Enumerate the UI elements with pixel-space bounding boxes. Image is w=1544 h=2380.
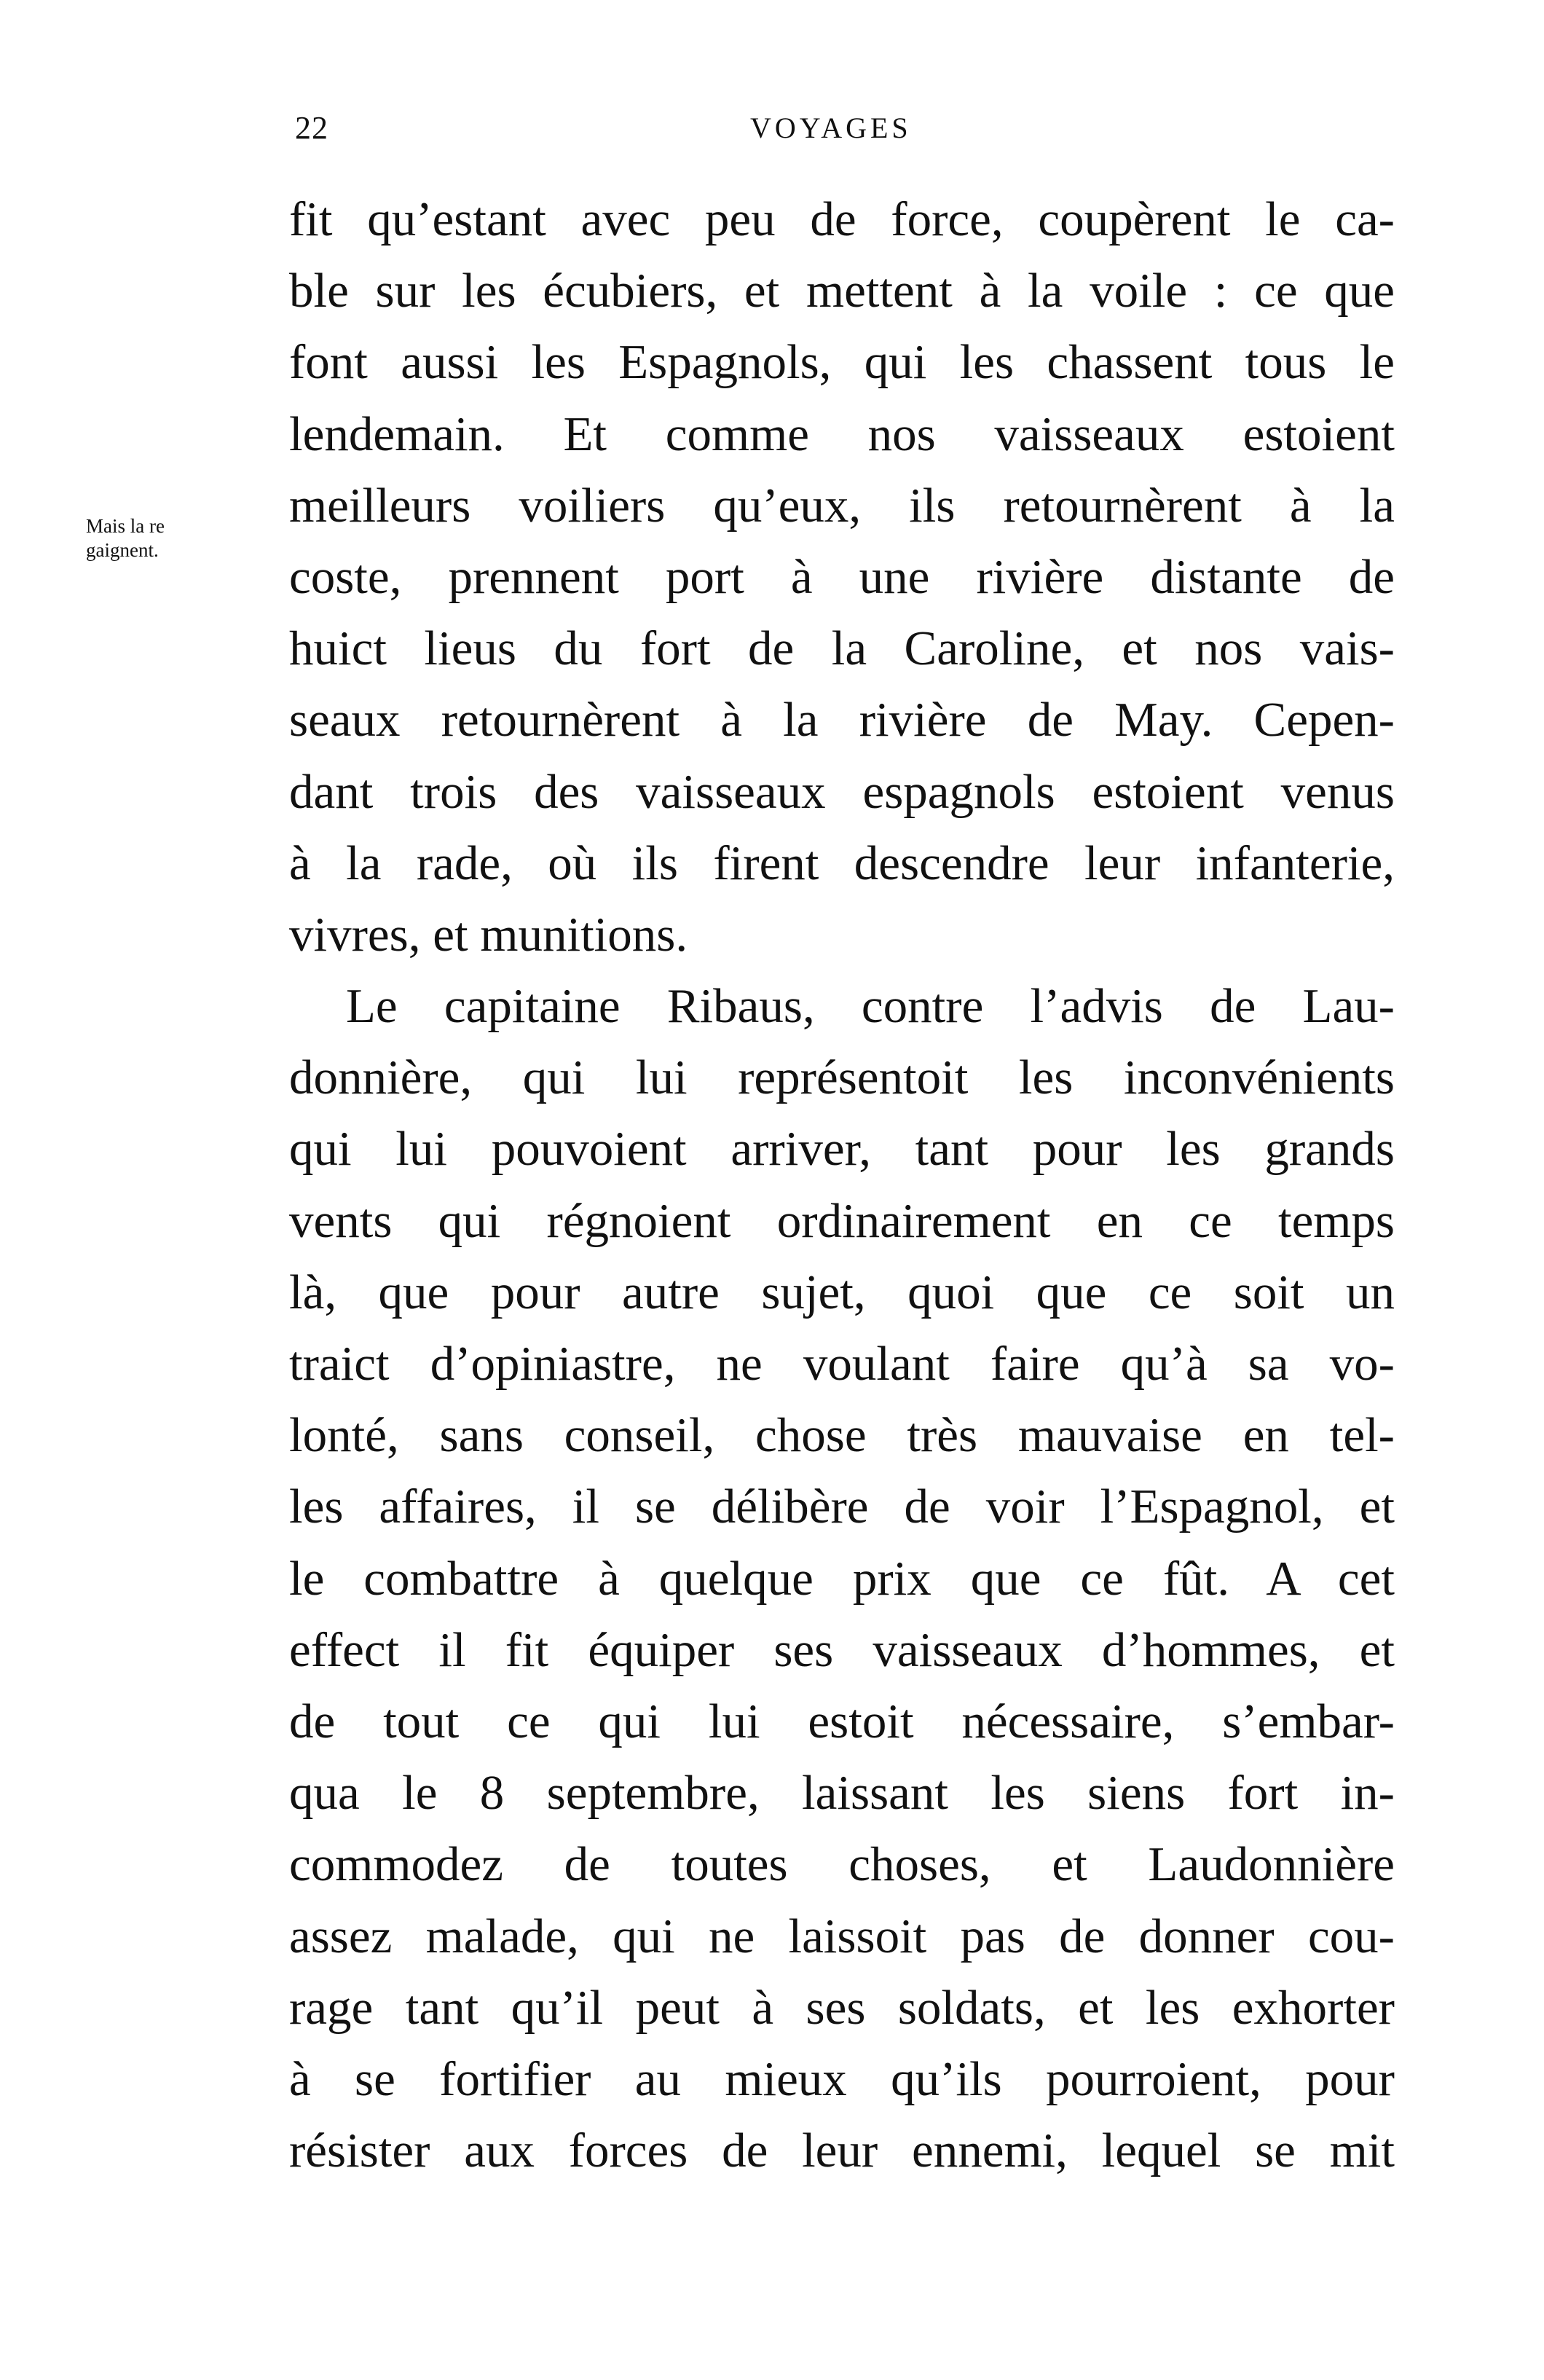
running-head: VOYAGES [750,111,912,144]
text-line: vents qui régnoient ordinairement en ce temps [289,1193,1395,1248]
margin-note [86,514,275,562]
text-line: donnière, qui lui représentoit les inconvénients [289,1050,1395,1105]
margin-note-line: Mais la re [86,515,165,537]
text-line: commodez de toutes choses, et Laudonnière [289,1837,1395,1892]
text-line: effect il fit équiper ses vaisseaux d’hommes, et [289,1622,1395,1677]
text-line: à la rade, où ils firent descendre leur infanterie, [289,836,1395,890]
text-line: seaux retournèrent à la rivière de May. Cepen- [289,693,1395,747]
margin-note-line: gaignent. [86,539,159,561]
text-line: assez malade, qui ne laissoit pas de donner cou- [289,1909,1395,1963]
text-line: le combattre à quelque prix que ce fût. A cet [289,1551,1395,1606]
text-line: de tout ce qui lui estoit nécessaire, s’embar- [289,1694,1395,1748]
text-line: qua le 8 septembre, laissant les siens fort in- [289,1766,1395,1821]
text-line: Le capitaine Ribaus, contre l’advis de Lau- [346,979,1395,1034]
body-text [289,184,1395,2186]
text-line: résister aux forces de leur ennemi, lequel se mit [289,2124,1395,2178]
text-line: vivres, et munitions. [289,907,688,962]
page-number: 22 [295,110,328,146]
text-line: ble sur les écubiers, et mettent à la voile : ce que [289,264,1395,318]
text-line: meilleurs voiliers qu’eux, ils retournèrent à la [289,478,1395,533]
text-line: coste, prennent port à une rivière distante de [289,549,1395,604]
text-line: les affaires, il se délibère de voir l’Espagnol, et [289,1480,1395,1534]
text-line: là, que pour autre sujet, quoi que ce soit un [289,1265,1395,1319]
text-line: fit qu’estant avec peu de force, coupèrent le ca- [289,192,1395,246]
text-line: traict d’opiniastre, ne voulant faire qu’à sa vo- [289,1337,1395,1391]
text-line: lonté, sans conseil, chose très mauvaise en tel- [289,1408,1395,1463]
text-line: font aussi les Espagnols, qui les chassent tous le [289,335,1395,390]
text-line: rage tant qu’il peut à ses soldats, et les exhorter [289,1980,1395,2035]
text-line: qui lui pouvoient arriver, tant pour les grands [289,1122,1395,1177]
text-line: huict lieus du fort de la Caroline, et nos vais- [289,621,1395,676]
text-line: lendemain. Et comme nos vaisseaux estoient [289,407,1395,461]
text-line: dant trois des vaisseaux espagnols estoient venus [289,764,1395,819]
text-line: à se fortifier au mieux qu’ils pourroient, pour [289,2051,1395,2106]
